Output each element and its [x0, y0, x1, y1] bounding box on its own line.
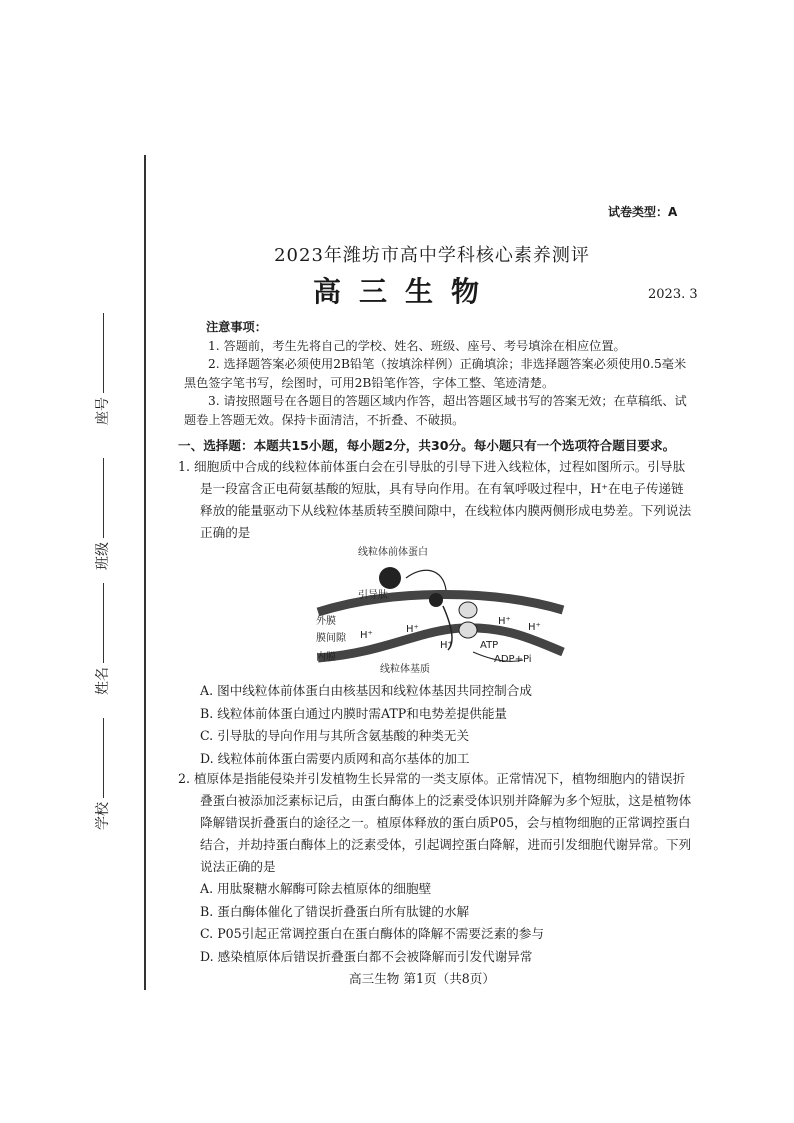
exam-date: 2023. 3 — [648, 287, 698, 302]
seat-field[interactable] — [92, 313, 112, 425]
note-item: 1. 答题前，考生先将自己的学校、姓名、班级、座号、考号填涂在相应位置。 — [208, 338, 626, 353]
precursor-protein — [379, 567, 401, 589]
paper-type: 试卷类型：A — [608, 205, 678, 219]
notes-heading: 注意事项： — [206, 320, 267, 334]
fig-label-h: H⁺ — [528, 622, 541, 633]
note-item: 2. 选择题答案必须使用2B铅笔（按填涂样例）正确填涂；非选择题答案必须使用0.5毫米黑色签字笔书写，绘图时，可用2B铅笔作答，字体工整、笔迹清楚。 — [184, 357, 687, 390]
outer-transporter — [459, 602, 477, 618]
option-d[interactable]: D. 感染植原体后错误折叠蛋白都不会被降解而引发代谢异常 — [200, 948, 533, 964]
option-c[interactable]: C. P05引起正常调控蛋白在蛋白酶体的降解不需要泛素的参与 — [200, 926, 544, 941]
class-label: 班级 — [95, 542, 111, 570]
subject-title: 高三生物 — [313, 275, 498, 308]
seat-blank[interactable] — [103, 313, 104, 393]
school-label: 学校 — [95, 802, 111, 830]
class-field[interactable] — [92, 458, 112, 570]
question-2 — [178, 768, 693, 968]
question-1-stem — [178, 456, 693, 544]
question-1-options — [178, 680, 693, 770]
question-stem: 1. 细胞质中合成的线粒体前体蛋白会在引导肽的引导下进入线粒体，过程如图所示。引导肽是一段富含正电荷氨基酸的短肽，具有导向作用。在有氧呼吸过程中，H⁺在电子传递链释放的能量驱动下从线粒体基质转至膜间隙中，在线粒体内膜两侧形成电势差。下列说法正确的是 — [178, 459, 692, 540]
class-blank[interactable] — [103, 458, 104, 538]
note-item: 3. 请按照题号在各题目的答题区域内作答，超出答题区域书写的答案无效；在草稿纸、试题卷上答题无效。保持卡面清洁，不折叠、不破损。 — [184, 394, 687, 427]
fig-label-h: H⁺ — [406, 624, 419, 635]
fig-label-outer: 外膜 — [316, 616, 336, 627]
section-heading: 一、选择题：本题共15小题，每小题2分，共30分。每小题只有一个选项符合题目要求。 — [178, 438, 676, 453]
option-c[interactable]: C. 引导肽的导向作用与其所含氨基酸的种类无关 — [200, 728, 470, 743]
name-blank[interactable] — [103, 583, 104, 663]
fig-label-adp: ADP+Pi — [494, 654, 532, 665]
option-b[interactable]: B. 蛋白酶体催化了错误折叠蛋白所有肽键的水解 — [200, 903, 470, 919]
fig-label-h: H⁺ — [440, 640, 453, 651]
inner-transporter — [459, 622, 477, 638]
notes-block — [184, 318, 694, 429]
fig-label-atp: ATP — [480, 640, 499, 651]
mitochondria-figure — [298, 540, 578, 680]
exam-title: 2023年潍坊市高中学科核心素养测评 — [274, 245, 590, 266]
fig-label-matrix: 线粒体基质 — [380, 664, 430, 675]
name-label: 姓名 — [95, 667, 111, 695]
school-blank[interactable] — [103, 718, 104, 798]
import-arrow — [406, 570, 446, 590]
option-a[interactable]: A. 图中线粒体前体蛋白由核基因和线粒体基因共同控制合成 — [200, 683, 532, 698]
school-field[interactable] — [92, 718, 112, 830]
fig-label-h: H⁺ — [360, 630, 373, 641]
fig-label-signal: 引导肽 — [358, 590, 388, 601]
fig-label-h: H⁺ — [498, 616, 511, 627]
seat-label: 座号 — [95, 397, 111, 425]
fig-label-inner: 内膜 — [316, 652, 336, 663]
page-footer: 高三生物 第1页（共8页） — [349, 971, 495, 986]
precursor-protein-bound — [429, 593, 443, 607]
option-b[interactable]: B. 线粒体前体蛋白通过内膜时需ATP和电势差提供能量 — [200, 705, 508, 721]
fig-label-precursor: 线粒体前体蛋白 — [358, 547, 428, 558]
option-a[interactable]: A. 用肽聚糖水解酶可除去植原体的细胞壁 — [200, 881, 432, 896]
option-d[interactable]: D. 线粒体前体蛋白需要内质网和高尔基体的加工 — [200, 750, 470, 766]
fig-label-space: 膜间隙 — [316, 633, 346, 644]
question-stem: 2. 植原体是指能侵染并引发植物生长异常的一类支原体。正常情况下，植物细胞内的错误折叠蛋白被添加泛素标记后，由蛋白酶体上的泛素受体识别并降解为多个短肽，这是植物体降解错误折叠蛋白的途径之一。植原体释放的蛋白质P05，会与植物细胞的正常调控蛋白结合，并劫持蛋白酶体上的泛素受体，引起调控蛋白降解，进而引发细胞代谢异常。下列说法正确的是 — [178, 771, 692, 874]
binding-line — [144, 155, 146, 990]
name-field[interactable] — [92, 583, 112, 695]
